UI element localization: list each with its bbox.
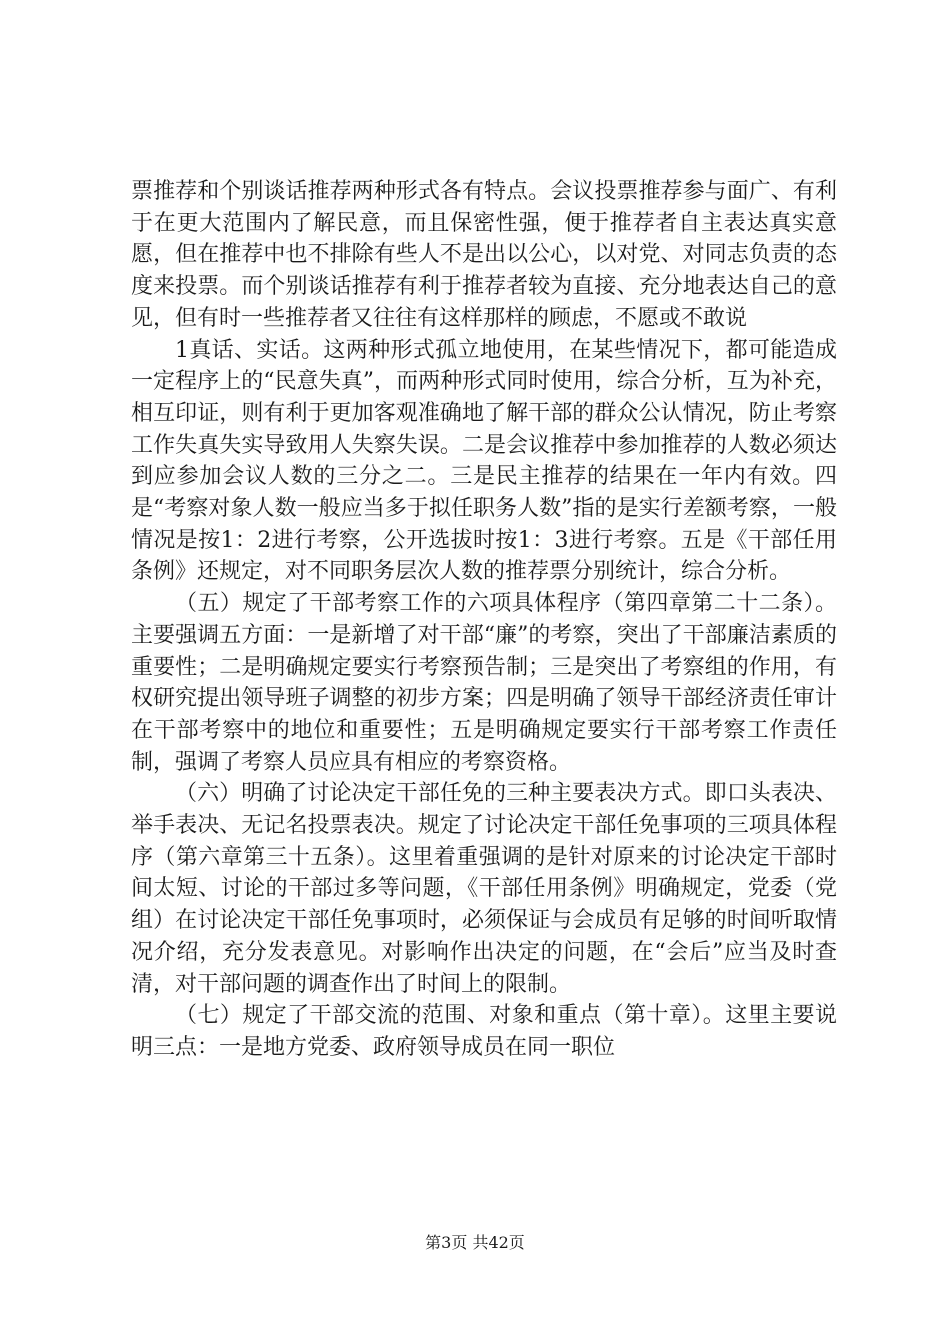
document-body xyxy=(131,176,837,1064)
paragraph-3: （五）规定了干部考察工作的六项具体程序（第四章第二十二条）。主要强调五方面：一是新增了对干部“廉”的考察，突出了干部廉洁素质的重要性；二是明确规定要实行考察预告制；三是突出了考察组的作用，有权研究提出领导班子调整的初步方案；四是明确了领导干部经济责任审计在干部考察中的地位和重要性；五是明确规定要实行干部考察工作责任制，强调了考察人员应具有相应的考察资格。 xyxy=(131,591,837,775)
paragraph-4: （六）明确了讨论决定干部任免的三种主要表决方式。即口头表决、举手表决、无记名投票表决。规定了讨论决定干部任免事项的三项具体程序（第六章第三十五条）。这里着重强调的是针对原来的讨论决定干部时间太短、讨论的干部过多等问题，《干部任用条例》明确规定，党委（党组）在讨论决定干部任免事项时，必须保证与会成员有足够的时间听取情况介绍，充分发表意见。对影响作出决定的问题，在“会后”应当及时查清，对干部问题的调查作出了时间上的限制。 xyxy=(131,781,837,997)
paragraph-1: 票推荐和个别谈话推荐两种形式各有特点。会议投票推荐参与面广、有利于在更大范围内了解民意，而且保密性强，便于推荐者自主表达真实意愿，但在推荐中也不排除有些人不是出以公心，以对党、对同志负责的态度来投票。而个别谈话推荐有利于推荐者较为直接、充分地表达自己的意见，但有时一些推荐者又往往有这样那样的顾虑，不愿或不敢说 xyxy=(131,179,837,331)
paragraph-2: 1真话、实话。这两种形式孤立地使用，在某些情况下，都可能造成一定程序上的“民意失真”，而两种形式同时使用，综合分析，互为补充，相互印证，则有利于更加客观准确地了解干部的群众公认情况，防止考察工作失真失实导致用人失察失误。二是会议推荐中参加推荐的人数必须达到应参加会议人数的三分之二。三是民主推荐的结果在一年内有效。四是“考察对象人数一般应当多于拟任职务人数”指的是实行差额考察，一般情况是按1：2进行考察，公开选拔时按1：3进行考察。五是《干部任用条例》还规定，对不同职务层次人数的推荐票分别统计，综合分析。 xyxy=(131,337,837,585)
paragraph-5: （七）规定了干部交流的范围、对象和重点（第十章）。这里主要说明三点：一是地方党委、政府领导成员在同一职位 xyxy=(131,1003,837,1060)
page-number-footer: 第3页 共42页 xyxy=(425,1233,525,1252)
